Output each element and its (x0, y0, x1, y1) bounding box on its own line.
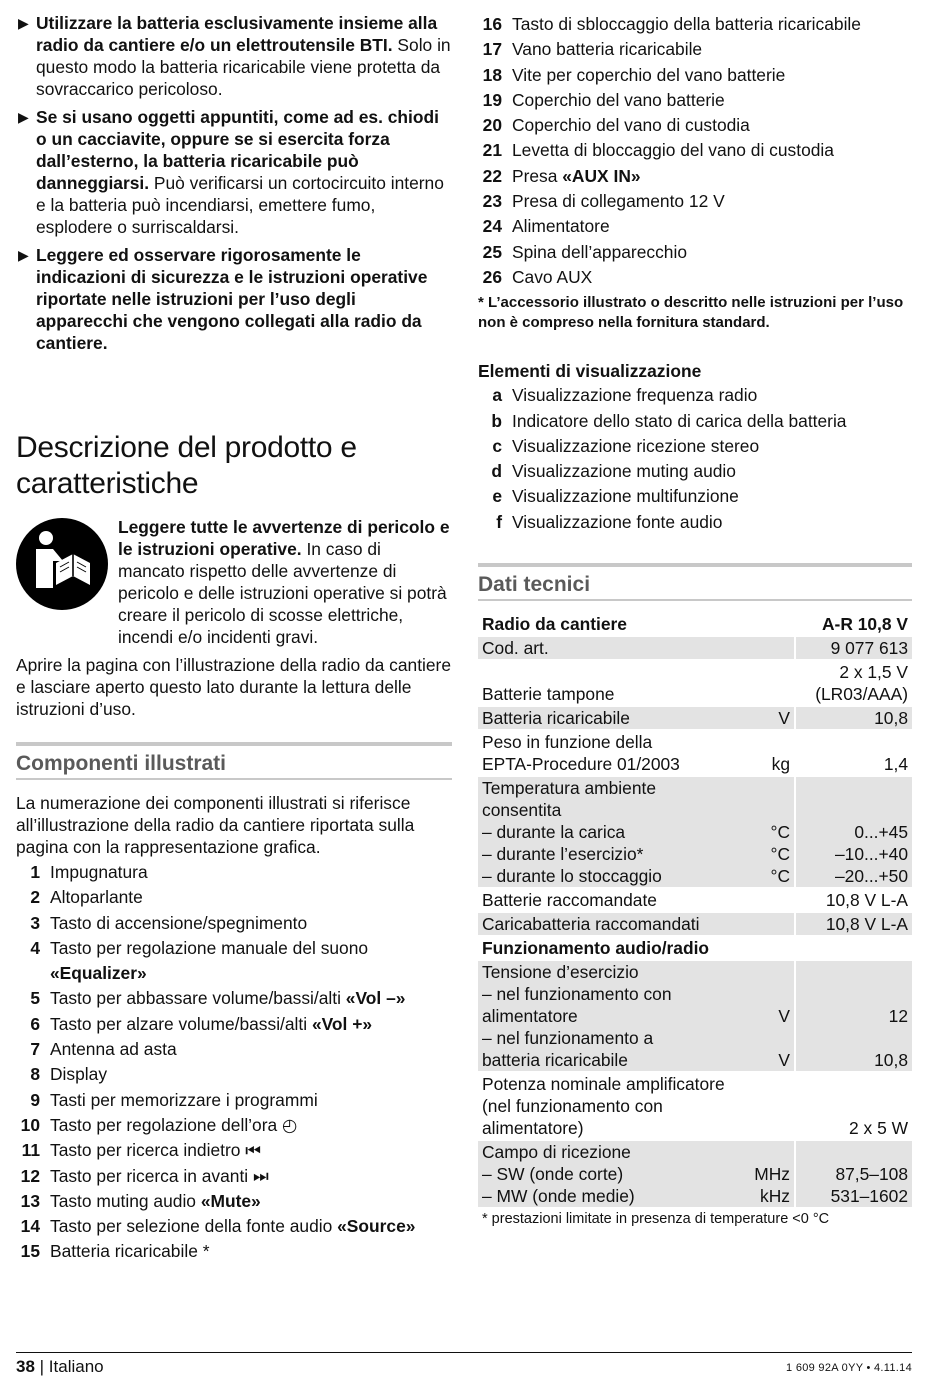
table-row (478, 912, 912, 936)
item-label: Vite per coperchio del vano batterie (512, 64, 786, 85)
spec-unit (748, 912, 795, 936)
components-list-right (478, 12, 912, 290)
table-row (478, 636, 912, 660)
item-text (50, 1214, 415, 1239)
list-item (478, 409, 912, 434)
spec-unit (748, 613, 795, 636)
item-label: Tasti per memorizzare i programmi (50, 1089, 318, 1110)
list-item (478, 138, 912, 163)
item-label: Tasto per alzare volume/bassi/alti (50, 1013, 312, 1034)
item-text (512, 240, 687, 265)
item-text (50, 1164, 269, 1189)
bullet-triangle-icon: ▶ (18, 15, 29, 31)
item-text (512, 37, 702, 62)
item-text (50, 986, 405, 1011)
components-intro: La numerazione dei componenti illustrati si riferisce all’illustrazione della radio da cantiere riportata sulla pagina con la rappresentazione grafica. (16, 793, 415, 857)
item-label: Tasto muting audio (50, 1190, 201, 1211)
item-text (512, 510, 722, 535)
spec-value: A-R 10,8 V (795, 613, 912, 636)
list-item (478, 63, 912, 88)
item-text (512, 189, 725, 214)
table-row (478, 730, 912, 776)
item-label: Visualizzazione muting audio (512, 461, 736, 482)
spec-value: 0...+45 –10...+40 –20...+50 (795, 776, 912, 888)
list-item (478, 459, 912, 484)
item-number: 13 (20, 1190, 40, 1211)
safety-bullet (16, 106, 452, 238)
list-item (16, 1164, 452, 1189)
spec-value: 87,5–108 531–1602 (795, 1140, 912, 1208)
spec-unit: MHz kHz (748, 1140, 795, 1208)
spec-unit: V V (748, 960, 795, 1072)
spec-value (795, 936, 912, 960)
left-column (16, 12, 452, 1265)
display-elements-heading: Elementi di visualizzazione (478, 361, 702, 382)
spec-unit (748, 636, 795, 660)
spec-value: 10,8 (795, 706, 912, 730)
item-number: 22 (482, 165, 502, 186)
list-item (16, 1239, 452, 1264)
bullet-text: Può verificarsi un cortocircuito interno e la batteria può incendiarsi, emettere fumo, esplodere o surriscaldarsi. (36, 173, 444, 237)
spec-label: Funzionamento audio/radio (478, 936, 748, 960)
item-label: Tasto per regolazione manuale del suono (50, 937, 369, 958)
list-item (16, 1214, 452, 1239)
warning-block (16, 516, 452, 648)
tech-note: * prestazioni limitate in presenza di temperature <0 °C (482, 1211, 830, 1228)
item-number: e (492, 486, 502, 507)
safety-bullet (16, 244, 452, 354)
item-text (512, 383, 757, 408)
table-row (478, 1140, 912, 1208)
item-label-bold: «Equalizer» (50, 963, 147, 984)
item-text (50, 1189, 261, 1214)
list-item (16, 885, 452, 910)
item-label: Visualizzazione multifunzione (512, 486, 739, 507)
item-text (50, 1012, 372, 1037)
tech-data-table (478, 613, 912, 1209)
spec-unit (748, 660, 795, 706)
item-text (50, 885, 143, 910)
tech-heading: Dati tecnici (478, 563, 912, 601)
spec-unit (748, 1072, 795, 1140)
bullet-triangle-icon: ▶ (18, 109, 29, 125)
item-number: 18 (482, 64, 502, 85)
item-label-bold: «AUX IN» (562, 165, 641, 186)
item-label: Display (50, 1064, 108, 1085)
item-label: Presa di collegamento 12 V (512, 191, 725, 212)
page-number: 38 (16, 1357, 35, 1376)
list-item (478, 510, 912, 535)
item-text (512, 265, 592, 290)
item-label: Visualizzazione ricezione stereo (512, 435, 760, 456)
item-number: 26 (482, 266, 502, 287)
table-row (478, 960, 912, 1072)
item-label-bold: «Vol –» (345, 988, 406, 1009)
item-label: Tasto di accensione/spegnimento (50, 912, 308, 933)
table-row (478, 1072, 912, 1140)
bullet-bold-text: Leggere ed osservare rigorosamente le indicazioni di sicurezza e le istruzioni operative riportate nelle istruzioni per l’uso degli apparecchi che vengono collegati alla radio da cantiere. (36, 245, 428, 353)
list-item (478, 434, 912, 459)
item-number: 4 (30, 937, 40, 958)
item-number: 7 (30, 1039, 40, 1060)
item-number: 5 (30, 988, 40, 1009)
item-number: a (492, 385, 502, 406)
warning-text: Leggere tutte le avvertenze di pericolo e le istruzioni operative. In caso di mancato rispetto delle avvertenze di pericolo e delle istruzioni operative si potrà creare il pericolo di scosse elettriche, incendi e/o incidenti gravi. (118, 517, 450, 647)
list-item (16, 1088, 452, 1113)
item-number: 6 (30, 1013, 40, 1034)
item-label-bold: «Source» (337, 1216, 416, 1237)
item-number: 12 (20, 1165, 40, 1186)
spec-value: 10,8 V L-A (795, 912, 912, 936)
spec-unit: kg (748, 730, 795, 776)
item-label: Tasto di sbloccaggio della batteria ricaricabile (512, 14, 861, 34)
item-number: 8 (30, 1064, 40, 1085)
footer-language: Italiano (48, 1357, 104, 1376)
item-number: 23 (482, 191, 502, 212)
item-text (512, 138, 834, 163)
item-label: Coperchio del vano batterie (512, 89, 725, 110)
item-label: Impugnatura (50, 862, 148, 882)
item-label: Alimentatore (512, 216, 610, 237)
right-column (478, 12, 912, 1227)
item-number: 21 (482, 140, 502, 161)
spec-value: 10,8 V L-A (795, 888, 912, 912)
item-text (50, 911, 307, 936)
safety-bullet (16, 12, 452, 100)
item-number: f (496, 511, 502, 532)
list-item (16, 1113, 452, 1138)
document-code: 1 609 92A 0YY • 4.11.14 (786, 1362, 912, 1374)
item-label: Altoparlante (50, 887, 143, 908)
item-text (50, 1138, 261, 1163)
item-label: Antenna ad asta (50, 1039, 177, 1060)
bullet-bold-text: Utilizzare la batteria esclusivamente insieme alla radio da cantiere e/o un elettroutensile BTI. (36, 13, 438, 55)
item-label: Cavo AUX (512, 266, 593, 287)
item-number: 14 (20, 1216, 40, 1237)
item-text (512, 12, 861, 37)
spec-label: Potenza nominale amplificatore (nel funzionamento con alimentatore) (478, 1072, 748, 1140)
item-label: Batteria ricaricabile * (50, 1241, 210, 1262)
item-text (50, 1088, 318, 1113)
item-label: Vano batteria ricaricabile (512, 39, 703, 60)
spec-label: Temperatura ambiente consentita – durante la carica – durante l’esercizio* – durante lo stoccaggio (478, 776, 748, 888)
item-number: d (491, 461, 502, 482)
item-label: Visualizzazione fonte audio (512, 511, 723, 532)
item-label: Visualizzazione frequenza radio (512, 385, 758, 406)
table-row (478, 888, 912, 912)
read-manual-icon (16, 518, 108, 610)
list-item (16, 1012, 452, 1037)
components-list-left (16, 860, 452, 1265)
item-number: 10 (20, 1114, 40, 1135)
item-text (50, 1113, 297, 1138)
spec-value: 2 x 1,5 V (LR03/AAA) (795, 660, 912, 706)
spec-label: Peso in funzione della EPTA-Procedure 01/2003 (478, 730, 748, 776)
list-item (16, 1189, 452, 1214)
list-item (16, 1062, 452, 1087)
item-number: 17 (482, 39, 502, 60)
list-item (16, 1037, 452, 1062)
item-text (50, 1062, 107, 1087)
item-text (512, 434, 759, 459)
item-text (512, 63, 785, 88)
list-item (478, 12, 912, 37)
item-number: 20 (482, 115, 502, 136)
footer-separator: | (34, 1357, 49, 1376)
table-row (478, 776, 912, 888)
display-elements-list (478, 383, 912, 535)
item-label: Presa (512, 165, 563, 186)
item-number: 11 (21, 1140, 40, 1161)
item-text (512, 459, 736, 484)
bullet-text: Solo in questo modo la batteria ricaricabile viene protetta da sovraccarico pericoloso. (36, 35, 451, 99)
page-footer (16, 1352, 912, 1377)
list-item (478, 113, 912, 138)
table-row (478, 613, 912, 636)
spec-unit: °C °C °C (748, 776, 795, 888)
spec-label: Radio da cantiere (478, 613, 748, 636)
item-text (512, 164, 641, 189)
spec-label: Caricabatteria raccomandati (478, 912, 748, 936)
table-row (478, 660, 912, 706)
item-label: Tasto per ricerca in avanti ⏭ (50, 1165, 269, 1186)
spec-value: 9 077 613 (795, 636, 912, 660)
item-text (512, 113, 750, 138)
list-item (478, 240, 912, 265)
list-item (16, 936, 452, 987)
item-label: Tasto per selezione della fonte audio (50, 1216, 338, 1237)
list-item (16, 1138, 452, 1163)
safety-bullets (16, 12, 452, 354)
spec-label: Cod. art. (478, 636, 748, 660)
list-item (478, 265, 912, 290)
item-text (50, 936, 452, 987)
item-label: Tasto per abbassare volume/bassi/alti (50, 988, 346, 1009)
components-footnote: * L’accessorio illustrato o descritto nelle istruzioni per l’uso non è compreso nella fornitura standard. (478, 294, 904, 332)
spec-unit: V (748, 706, 795, 730)
page-title: Descrizione del prodotto e caratteristiche (16, 431, 357, 500)
open-page-text: Aprire la pagina con l’illustrazione della radio da cantiere e lasciare aperto questo lato durante la lettura delle istruzioni d’uso. (16, 655, 452, 719)
spec-label: Tensione d’esercizio – nel funzionamento con alimentatore – nel funzionamento a batteria ricaricabile (478, 960, 748, 1072)
list-item (478, 214, 912, 239)
item-label: Tasto per ricerca indietro ⏮ (50, 1140, 261, 1161)
item-text (512, 88, 725, 113)
list-item (478, 164, 912, 189)
components-heading: Componenti illustrati (16, 742, 452, 780)
spec-label: Batterie raccomandate (478, 888, 748, 912)
list-item (478, 88, 912, 113)
table-row (478, 936, 912, 960)
spec-value: 2 x 5 W (795, 1072, 912, 1140)
item-text (50, 1037, 177, 1062)
spec-value: 1,4 (795, 730, 912, 776)
bullet-bold-text: Se si usano oggetti appuntiti, come ad es. chiodi o un cacciavite, oppure se si esercita forza dall’esterno, la batteria ricaricabile può danneggiarsi. (36, 107, 439, 193)
spec-value: 12 10,8 (795, 960, 912, 1072)
list-item (478, 189, 912, 214)
item-number: 15 (20, 1241, 40, 1262)
list-item (16, 986, 452, 1011)
list-item (16, 860, 452, 885)
item-number: 24 (482, 216, 502, 237)
item-number: 2 (30, 887, 40, 908)
spec-unit (748, 936, 795, 960)
list-item (16, 911, 452, 936)
spec-label: Batterie tampone (478, 660, 748, 706)
item-number: b (491, 410, 502, 431)
table-row (478, 706, 912, 730)
item-text (50, 860, 148, 885)
item-text (512, 214, 610, 239)
item-label: Spina dell’apparecchio (512, 241, 687, 262)
spec-label: Batteria ricaricabile (478, 706, 748, 730)
item-label: Coperchio del vano di custodia (512, 115, 750, 136)
item-number: 25 (482, 241, 502, 262)
item-number: c (492, 435, 502, 456)
item-text (50, 1239, 209, 1264)
list-item (478, 37, 912, 62)
bullet-triangle-icon: ▶ (18, 247, 29, 263)
item-number: 3 (30, 912, 40, 933)
item-label-bold: «Vol +» (311, 1013, 373, 1034)
item-number: 1 (30, 862, 40, 882)
item-label-bold: «Mute» (200, 1190, 261, 1211)
list-item (478, 383, 912, 408)
spec-unit (748, 888, 795, 912)
item-label: Tasto per regolazione dell’ora ◴ (50, 1114, 298, 1135)
spec-label: Campo di ricezione – SW (onde corte) – MW (onde medie) (478, 1140, 748, 1208)
item-text (512, 409, 846, 434)
item-number: 19 (482, 89, 502, 110)
item-label: Levetta di bloccaggio del vano di custodia (512, 140, 834, 161)
item-label: Indicatore dello stato di carica della batteria (512, 410, 847, 431)
item-text (512, 484, 739, 509)
list-item (478, 484, 912, 509)
item-number: 16 (482, 14, 502, 34)
item-number: 9 (30, 1089, 40, 1110)
